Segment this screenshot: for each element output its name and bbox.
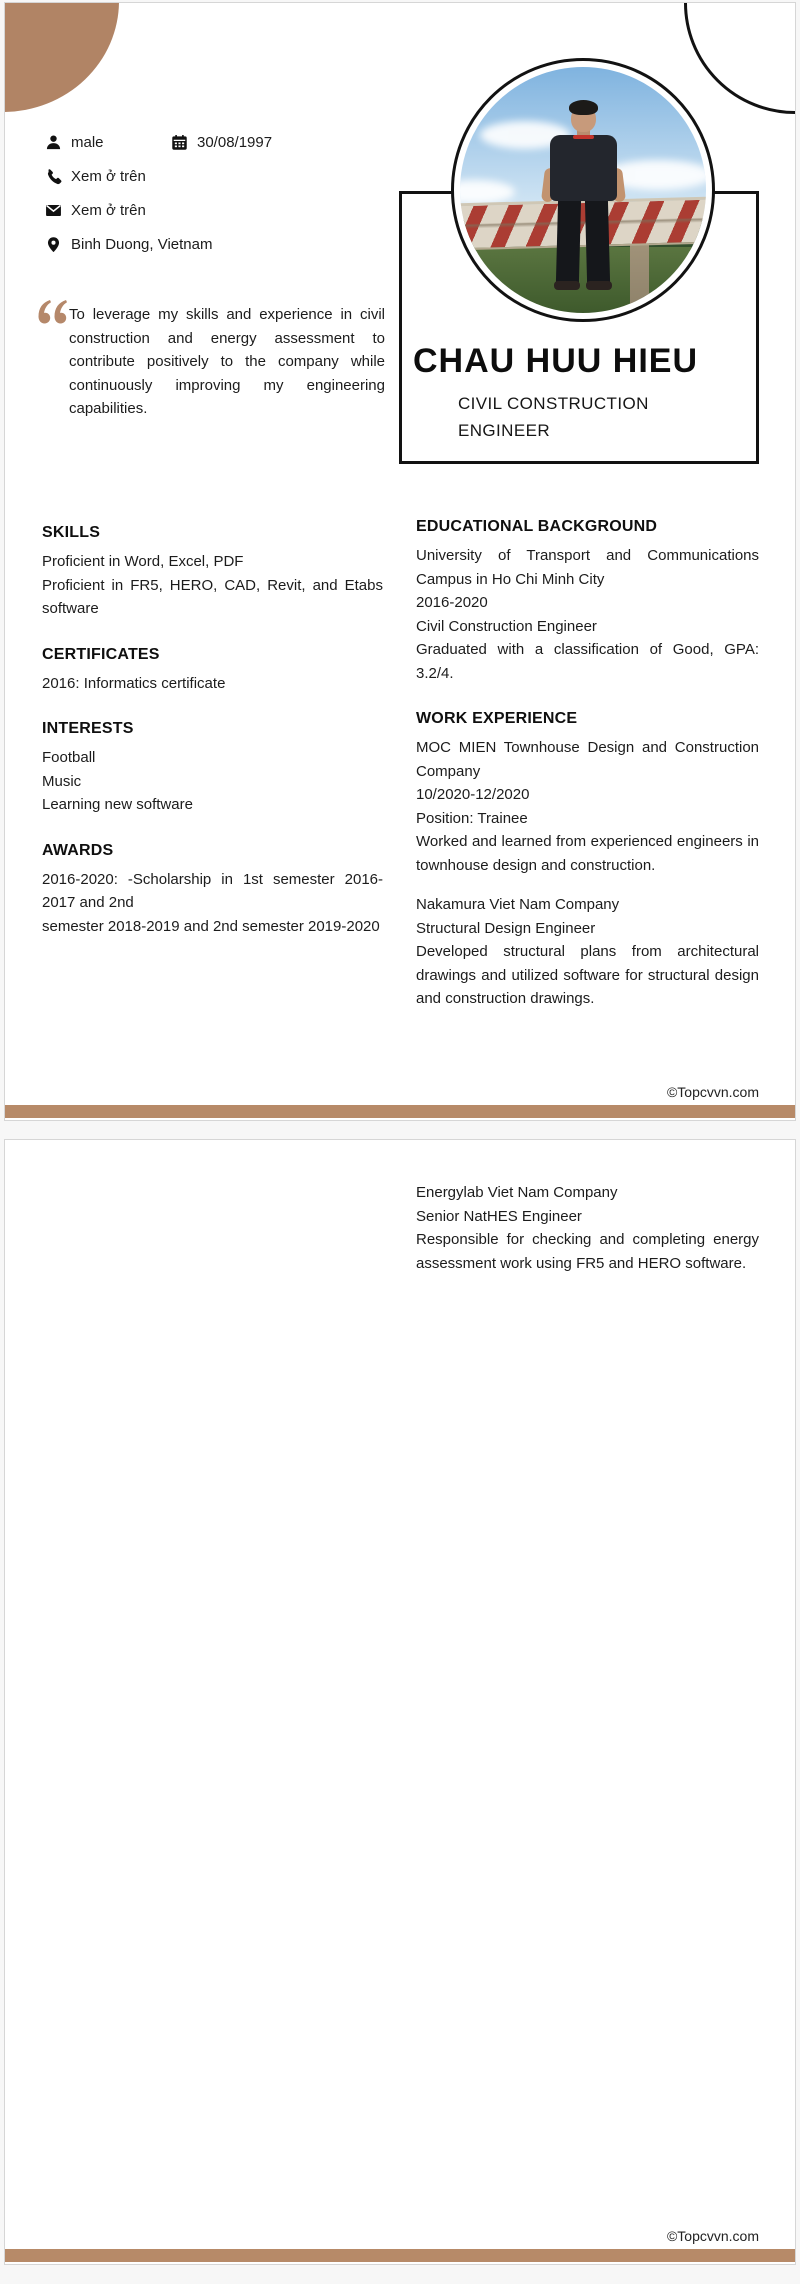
section-body bbox=[42, 550, 383, 621]
section-heading: AWARDS bbox=[42, 841, 114, 859]
left-column bbox=[42, 523, 383, 962]
work-entry-1 bbox=[416, 736, 759, 877]
location-value: Binh Duong, Vietnam bbox=[71, 235, 213, 253]
work-entry-2 bbox=[416, 893, 759, 1011]
text-line: Structural Design Engineer bbox=[416, 919, 596, 937]
calendar-icon bbox=[171, 134, 188, 151]
gender-value: male bbox=[71, 133, 104, 151]
photo-person-shirt bbox=[550, 135, 617, 201]
section-work-experience bbox=[416, 709, 759, 1011]
photo-person-leg bbox=[585, 198, 610, 285]
section-heading: CERTIFICATES bbox=[42, 645, 160, 663]
dob-value: 30/08/1997 bbox=[197, 133, 273, 151]
text-line: 2016-2020: -Scholarship in 1st semester 2016-2017 and 2nd bbox=[42, 870, 383, 911]
profile-photo-frame bbox=[451, 58, 715, 322]
text-line: Nakamura Viet Nam Company bbox=[416, 896, 620, 913]
work-entry-3 bbox=[416, 1181, 759, 1275]
section-heading: EDUCATIONAL BACKGROUND bbox=[416, 518, 658, 535]
section-education bbox=[416, 517, 759, 685]
decorative-quarter-circle bbox=[4, 2, 119, 112]
text-line: Proficient in Word, Excel, PDF bbox=[42, 553, 244, 570]
text-line: Developed structural plans from architectural drawings and utilized software for structural design and construction drawings. bbox=[416, 943, 759, 1007]
contact-info bbox=[45, 130, 395, 266]
text-line: Learning new software bbox=[42, 796, 193, 813]
text-line: semester 2018-2019 and 2nd semester 2019-2020 bbox=[42, 917, 380, 935]
text-line: Music bbox=[42, 772, 82, 790]
person-icon bbox=[45, 134, 62, 151]
text-line: Worked and learned from experienced engineers in townhouse design and construction. bbox=[416, 833, 759, 874]
photo-person-shoe bbox=[554, 281, 580, 290]
text-line: Position: Trainee bbox=[416, 809, 528, 827]
text-line: Proficient in FR5, HERO, CAD, Revit, and Etabs software bbox=[42, 576, 383, 617]
contact-row-location bbox=[45, 232, 395, 256]
phone-value: Xem ở trên bbox=[71, 167, 146, 185]
text-line: Senior NatHES Engineer bbox=[416, 1207, 582, 1225]
email-value: Xem ở trên bbox=[71, 201, 146, 219]
text-line: Football bbox=[42, 749, 96, 766]
contact-row-email bbox=[45, 198, 395, 222]
footer-accent-bar bbox=[5, 2249, 795, 2262]
photo-person-shoe bbox=[586, 281, 612, 290]
section-skills bbox=[42, 523, 383, 621]
quote-icon bbox=[35, 297, 69, 327]
watermark-credit: ©Topcvvn.com bbox=[666, 2228, 759, 2244]
text-line: Graduated with a classification of Good, GPA: 3.2/4. bbox=[416, 641, 759, 682]
cv-page-2 bbox=[4, 1139, 796, 2265]
section-awards bbox=[42, 841, 383, 939]
text-line: 10/2020-12/2020 bbox=[416, 786, 530, 803]
career-objective bbox=[35, 303, 387, 421]
section-interests bbox=[42, 719, 383, 817]
section-body bbox=[42, 746, 383, 817]
photo-person bbox=[460, 67, 706, 313]
job-title: CIVIL CONSTRUCTION ENGINEER bbox=[458, 394, 649, 440]
footer-accent-bar bbox=[5, 1105, 795, 1118]
section-body bbox=[42, 672, 383, 696]
right-column bbox=[416, 517, 759, 1035]
text-line: MOC MIEN Townhouse Design and Construction Company bbox=[416, 739, 759, 780]
location-pin-icon bbox=[45, 236, 62, 253]
envelope-icon bbox=[45, 202, 62, 219]
text-line: 2016: Informatics certificate bbox=[42, 674, 226, 692]
photo-person-hair bbox=[569, 100, 598, 115]
text-line: Civil Construction Engineer bbox=[416, 617, 597, 635]
photo-person-leg bbox=[556, 198, 581, 285]
section-heading: INTERESTS bbox=[42, 720, 134, 737]
section-certificates bbox=[42, 645, 383, 696]
section-heading: SKILLS bbox=[42, 524, 101, 541]
objective-text: To leverage my skills and experience in civil construction and energy assessment to contribute positively to the company while continuously improving my engineering capabilities. bbox=[69, 306, 385, 417]
contact-row-gender-dob bbox=[45, 130, 395, 154]
section-heading: WORK EXPERIENCE bbox=[416, 710, 578, 727]
section-body bbox=[416, 544, 759, 685]
candidate-name: CHAU HUU HIEU bbox=[413, 342, 698, 380]
text-line: University of Transport and Communications Campus in Ho Chi Minh City bbox=[416, 547, 759, 588]
contact-row-phone bbox=[45, 164, 395, 188]
profile-photo bbox=[460, 67, 706, 313]
photo-person-collar bbox=[573, 135, 594, 139]
section-body bbox=[42, 868, 383, 939]
text-line: 2016-2020 bbox=[416, 594, 488, 611]
cv-page-1 bbox=[4, 2, 796, 1121]
text-line: Energylab Viet Nam Company bbox=[416, 1184, 618, 1201]
phone-icon bbox=[45, 168, 62, 185]
text-line: Responsible for checking and completing energy assessment work using FR5 and HERO software. bbox=[416, 1231, 759, 1272]
watermark-credit: ©Topcvvn.com bbox=[666, 1084, 759, 1100]
